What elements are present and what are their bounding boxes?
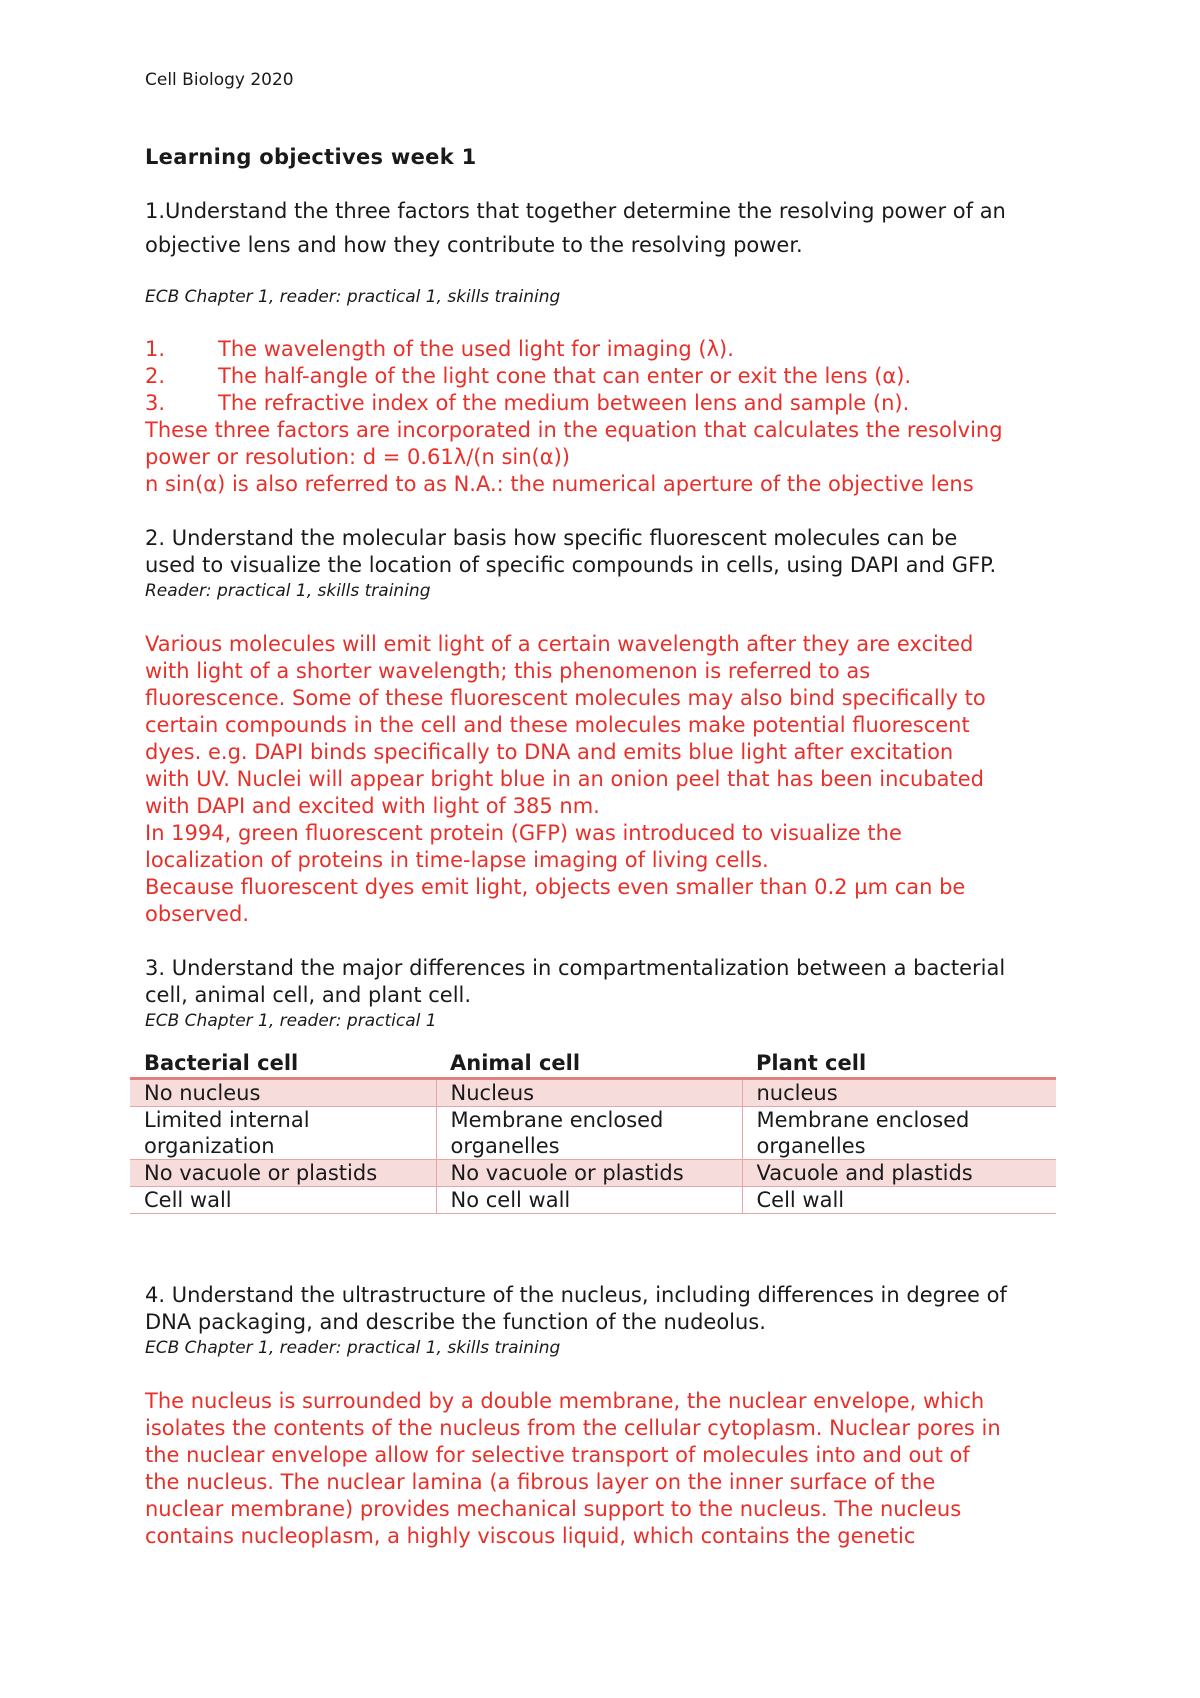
- objective-4-line-1: 4. Understand the ultrastructure of the nucleus, including differences in degree of: [145, 1283, 1007, 1307]
- table-header-plant: Plant cell: [742, 1050, 1056, 1079]
- table-header-bacterial: Bacterial cell: [130, 1050, 436, 1079]
- cell-comparison-table: [130, 1050, 1056, 1214]
- objective-2-answer-line: fluorescence. Some of these fluorescent molecules may also bind specifically to: [145, 686, 986, 710]
- objective-1-answer-line: n sin(α) is also referred to as N.A.: the numerical aperture of the objective lens: [145, 472, 974, 496]
- objective-2-answer-line: dyes. e.g. DAPI binds specifically to DNA and emits blue light after excitation: [145, 740, 954, 764]
- table-cell: No vacuole or plastids: [130, 1160, 436, 1187]
- objective-4-answer-line: the nuclear envelope allow for selective transport of molecules into and out of: [145, 1443, 970, 1467]
- table-cell: Cell wall: [742, 1187, 1056, 1214]
- objective-4-answer-line: contains nucleoplasm, a highly viscous liquid, which contains the genetic: [145, 1524, 916, 1548]
- objective-3-reference: ECB Chapter 1, reader: practical 1: [145, 1011, 437, 1031]
- objective-2-line-2: used to visualize the location of specific compounds in cells, using DAPI and GFP.: [145, 553, 997, 577]
- objective-2-answer-line: with light of a shorter wavelength; this phenomenon is referred to as: [145, 659, 871, 683]
- table-row: [130, 1160, 1056, 1187]
- page-title: Learning objectives week 1: [145, 145, 477, 169]
- factor-number: 3.: [145, 391, 166, 415]
- table-cell: No nucleus: [130, 1079, 436, 1107]
- objective-1-reference: ECB Chapter 1, reader: practical 1, skills training: [145, 287, 561, 307]
- table-cell: Limited internal organization: [130, 1107, 436, 1160]
- objective-2-answer-line: In 1994, green fluorescent protein (GFP) was introduced to visualize the: [145, 821, 902, 845]
- objective-2-line-1: 2. Understand the molecular basis how specific fluorescent molecules can be: [145, 526, 958, 550]
- factor-item: [145, 390, 909, 417]
- table-row: [130, 1079, 1056, 1107]
- table-row: [130, 1107, 1056, 1160]
- objective-1-line-2: objective lens and how they contribute to the resolving power.: [145, 233, 803, 257]
- objective-1-line-1: 1.Understand the three factors that together determine the resolving power of an: [145, 199, 1006, 223]
- objective-2-answer-line: observed.: [145, 902, 250, 926]
- factor-text: The refractive index of the medium between lens and sample (n).: [218, 391, 910, 415]
- objective-2-answer-line: Because fluorescent dyes emit light, objects even smaller than 0.2 µm can be: [145, 875, 966, 899]
- objective-3-line-1: 3. Understand the major differences in compartmentalization between a bacterial: [145, 956, 1006, 980]
- table-header-animal: Animal cell: [436, 1050, 742, 1079]
- factor-text: The wavelength of the used light for imaging (λ).: [218, 337, 734, 361]
- factor-item: [145, 363, 911, 390]
- factor-text: The half-angle of the light cone that can enter or exit the lens (α).: [218, 364, 912, 388]
- table-cell: Nucleus: [436, 1079, 742, 1107]
- objective-4-reference: ECB Chapter 1, reader: practical 1, skills training: [145, 1338, 561, 1358]
- objective-2-answer-line: with UV. Nuclei will appear bright blue in an onion peel that has been incubated: [145, 767, 984, 791]
- objective-4-line-2: DNA packaging, and describe the function of the nudeolus.: [145, 1310, 766, 1334]
- objective-2-answer-line: with DAPI and excited with light of 385 nm.: [145, 794, 600, 818]
- objective-4-answer-line: The nucleus is surrounded by a double membrane, the nuclear envelope, which: [145, 1389, 985, 1413]
- objective-2-reference: Reader: practical 1, skills training: [145, 581, 431, 601]
- objective-2-answer-line: Various molecules will emit light of a certain wavelength after they are excited: [145, 632, 974, 656]
- table-cell: nucleus: [742, 1079, 1056, 1107]
- objective-4-answer-line: isolates the contents of the nucleus from the cellular cytoplasm. Nuclear pores in: [145, 1416, 1001, 1440]
- objective-2-answer-line: localization of proteins in time-lapse imaging of living cells.: [145, 848, 769, 872]
- table-cell: No vacuole or plastids: [436, 1160, 742, 1187]
- objective-1-answer-line: These three factors are incorporated in the equation that calculates the resolving: [145, 418, 1003, 442]
- table-cell: Membrane enclosed organelles: [436, 1107, 742, 1160]
- objective-4-answer-line: nuclear membrane) provides mechanical support to the nucleus. The nucleus: [145, 1497, 962, 1521]
- table-cell: Membrane enclosed organelles: [742, 1107, 1056, 1160]
- table-cell: Cell wall: [130, 1187, 436, 1214]
- objective-1-answer-line: power or resolution: d = 0.61λ/(n sin(α)): [145, 445, 570, 469]
- table-cell: Vacuole and plastids: [742, 1160, 1056, 1187]
- factor-number: 2.: [145, 364, 166, 388]
- factor-item: [145, 336, 734, 363]
- table-header-row: [130, 1050, 1056, 1079]
- objective-3-line-2: cell, animal cell, and plant cell.: [145, 983, 472, 1007]
- table-row: [130, 1187, 1056, 1214]
- objective-4-answer-line: the nucleus. The nuclear lamina (a fibrous layer on the inner surface of the: [145, 1470, 936, 1494]
- objective-2-answer-line: certain compounds in the cell and these molecules make potential fluorescent: [145, 713, 970, 737]
- table-cell: No cell wall: [436, 1187, 742, 1214]
- factor-number: 1.: [145, 337, 166, 361]
- page-header: Cell Biology 2020: [145, 70, 294, 90]
